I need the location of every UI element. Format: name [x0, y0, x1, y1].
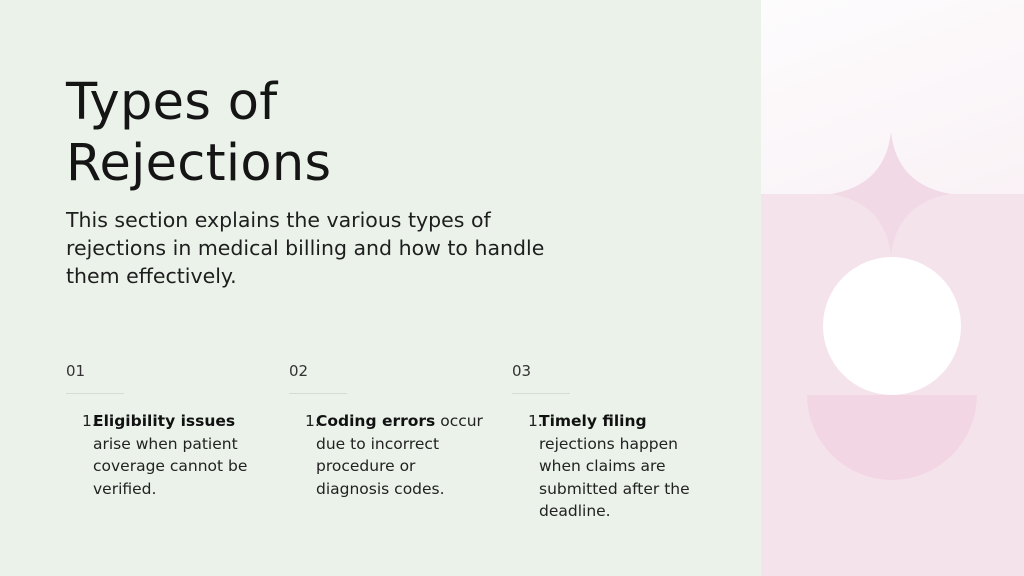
title-line-2: Rejections: [66, 134, 332, 193]
white-circle-shape: [823, 257, 961, 395]
column-number: 03: [512, 362, 532, 380]
title-line-1: Types of: [66, 73, 278, 132]
list-marker: 1.: [305, 412, 320, 430]
column-number: 01: [66, 362, 86, 380]
item-heading: Timely filing: [539, 412, 647, 430]
item-text: arise when patient coverage cannot be verified.: [93, 434, 248, 498]
page-title: [66, 72, 546, 194]
decorative-panel: [761, 0, 1024, 576]
list-item: [66, 410, 266, 500]
list-marker: 1.: [528, 412, 543, 430]
item-text: occur due to incorrect procedure or diagnosis codes.: [316, 412, 483, 498]
divider: [289, 393, 347, 394]
item-heading: Coding errors: [316, 412, 436, 430]
list-item: [289, 410, 489, 500]
item-text: rejections happen when claims are submitted after the deadline.: [539, 434, 690, 520]
decorative-pink-shapes-icon: [761, 0, 1024, 576]
subtitle: This section explains the various types of rejections in medical billing and how to handle them effectively.: [66, 208, 545, 288]
list-marker: 1.: [82, 412, 97, 430]
column-number: 02: [289, 362, 309, 380]
divider: [512, 393, 570, 394]
item-heading: Eligibility issues: [93, 412, 236, 430]
rejection-column-2: [289, 360, 489, 500]
rejection-column-1: [66, 360, 266, 500]
divider: [66, 393, 124, 394]
list-item: [512, 410, 712, 523]
rejection-column-3: [512, 360, 712, 523]
